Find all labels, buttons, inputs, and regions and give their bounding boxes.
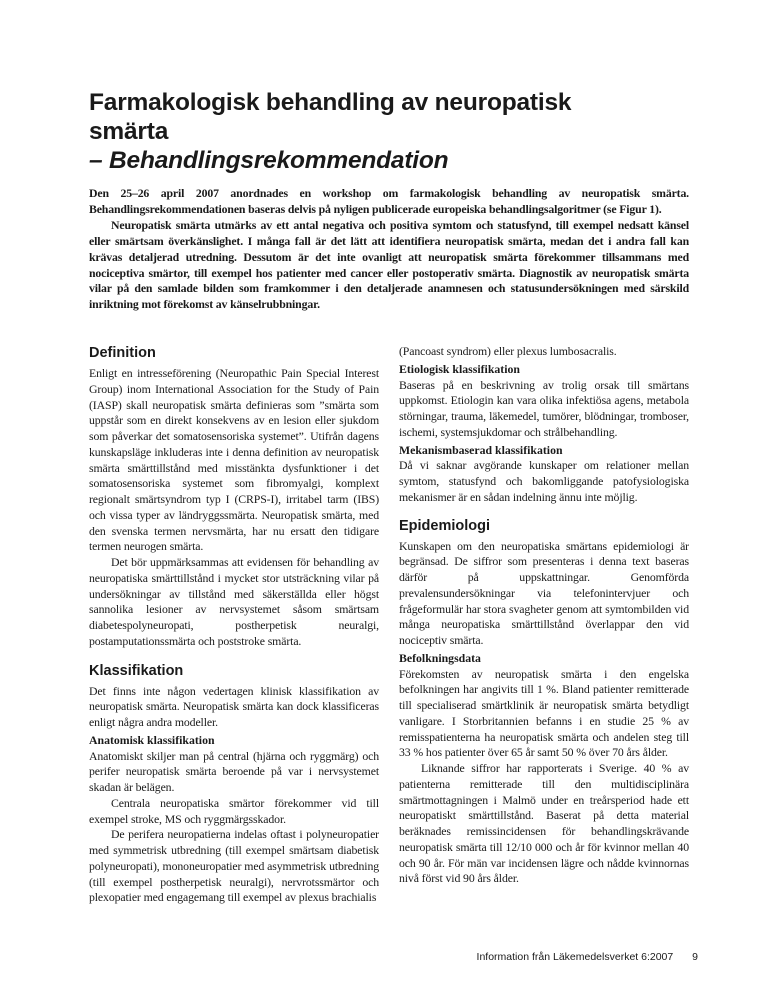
etiologisk-paragraph: Baseras på en beskrivning av trolig orsak till smärtans uppkomst. Etiologin kan vara olika infektiösa agens, metabola störningar, trauma, läkemedel, tumörer, blödningar, tromboser, ischemi, systemsjukdomar och strålbehandling. (399, 377, 689, 439)
anatomisk-paragraph-2: Centrala neuropatiska smärtor förekommer vid till exempel stroke, MS och ryggmärgsskador. (89, 795, 379, 826)
mekanism-paragraph: Då vi saknar avgörande kunskaper om relationer mellan symtom, statusfynd och bakomliggande patofysiologiska mekanismer är en sådan indelning ännu inte möjlig. (399, 458, 689, 504)
page-title (89, 88, 689, 175)
page-subtitle: – Behandlingsrekommendation (89, 147, 449, 174)
klassifikation-paragraph: Det finns inte någon vedertagen klinisk klassifikation av neuropatisk smärta. Neuropatisk smärta kan dock klassificeras enligt några andra modeller. (89, 683, 379, 729)
page-footer (477, 951, 698, 964)
intro-section (89, 186, 689, 313)
anatomisk-paragraph-1: Anatomiskt skiljer man på central (hjärna och ryggmärg) och perifer neuropatisk smärta beroende på var i nervsystemet skadan är belägen. (89, 748, 379, 794)
definition-paragraph-1: Enligt en intresseförening (Neuropathic Pain Special Interest Group) inom International Association for the Study of Pain (IASP) skall neuropatisk smärta definieras som ”smärta som uppstår som en direkt konsekvens av en lesion eller sjukdom som påverkar det somatosensoriska systemet”. Utifrån dagens kunskapsläge inkluderas inte i denna definition av neuropatisk smärta smärttillstånd med misstänkta dysfunktioner i det somatosensoriska systemet som fibromyalgi, komplext regionalt smärtsyndrom typ I (CRPS-I), irritabel tarm (IBS) och vissa typer av ländryggssmärta. Neuropatisk smärta, med den svenska termen nervsmärta, har nu ersatt den tidigare termen neurogen smärta. (89, 366, 379, 554)
definition-paragraph-2: Det bör uppmärksammas att evidensen för behandling av neuropatiska smärttillstånd i mycket stor utsträckning vilar på undersökningar av tillstånd med säkerställda eller högst sannolika lesioner av nervsystemet såsom smärtsam diabetespolyneuropati, postherpetisk neuralgi, postamputationssmärta och poststroke smärta. (89, 555, 379, 648)
page-number: 9 (692, 951, 698, 963)
right-column (399, 344, 689, 887)
title-line-2: smärta (89, 118, 169, 145)
epidemiologi-paragraph: Kunskapen om den neuropatiska smärtans epidemiologi är begränsad. De siffror som presenteras i denna text baseras därför på uppskattningar. Genomförda prevalensundersökningar via telefonintervjuer och frågeformulär har stora svagheter genom att symtombilden vid många neuropatiska smärttillstånd överlappar den vid nociceptiv smärta. (399, 538, 689, 647)
befolkning-paragraph-1: Förekomsten av neuropatisk smärta i den engelska befolkningen har angivits till 1 %. Bland patienter remitterade till specialiserad smärtklinik är neuropatisk smärta betydligt vanligare. I Storbritannien befanns i en studie 25 % av remisspatienterna ha neuropatisk smärta och andelen steg till 33 % hos patienter över 65 år samt 50 % över 70 års ålder. (399, 666, 689, 760)
etiologisk-heading: Etiologisk klassifikation (399, 361, 520, 376)
intro-paragraph-1: Den 25–26 april 2007 anordnades en workshop om farmakologisk behandling av neuropatisk smärta. Behandlingsrekommendationen baseras delvis på nyligen publicerade europeiska behandlingsalgoritmer (se Figur 1). (89, 186, 689, 216)
befolkning-heading: Befolkningsdata (399, 650, 481, 665)
title-line-1: Farmakologisk behandling av neuropatisk (89, 89, 572, 116)
intro-paragraph-2: Neuropatisk smärta utmärks av ett antal negativa och positiva symtom och statusfynd, till exempel nedsatt känsel eller smärtsam överkänslighet. I många fall är det lätt att identifiera neuropatisk smärta, medan det i andra fall kan krävas detaljerad utredning. Dessutom är det inte ovanligt att neuropatisk smärta förekommer tillsammans med nociceptiva smärtor, till exempel hos patienter med cancer eller postoperativ smärta. Diagnostik av neuropatisk smärta vilar på den samlade bilden som framkommer i den detaljerade anamnesen och statusundersökningen med särskild inriktning mot förekomst av känselrubbningar. (89, 217, 689, 312)
anatomisk-continued: (Pancoast syndrom) eller plexus lumbosacralis. (399, 344, 617, 358)
klassifikation-heading: Klassifikation (89, 662, 184, 679)
anatomisk-heading: Anatomisk klassifikation (89, 732, 215, 747)
left-column (89, 344, 379, 906)
befolkning-paragraph-2: Liknande siffror har rapporterats i Sverige. 40 % av patienterna remitterade till den multidisciplinära smärtmottagningen i Malmö under en treårsperiod hade ett neuropatiskt smärttillstånd. Baserat på detta material beräknades remissincidensen för behandlingskrävande neuropatisk smärta till 12/10 000 och år för kvinnor mellan 40 och 90 år. För män var incidensen lägre och nådde kvinnornas nivå först vid 90 års ålder. (399, 761, 689, 886)
epidemiologi-heading: Epidemiologi (399, 517, 491, 534)
definition-heading: Definition (89, 345, 156, 361)
anatomisk-paragraph-3: De perifera neuropatierna indelas oftast i polyneuropatier med symmetrisk utbredning (till exempel smärtsam diabetisk polyneuropati), mononeuropatier med asymmetrisk utbredning (till exempel postherpetisk neuralgi), nervrotssmärtor och plexopatier med engagemang till exempel av plexus brachialis (89, 827, 379, 905)
mekanism-heading: Mekanismbaserad klassifikation (399, 442, 563, 457)
footer-source: Information från Läkemedelsverket 6:2007 (476, 951, 674, 963)
